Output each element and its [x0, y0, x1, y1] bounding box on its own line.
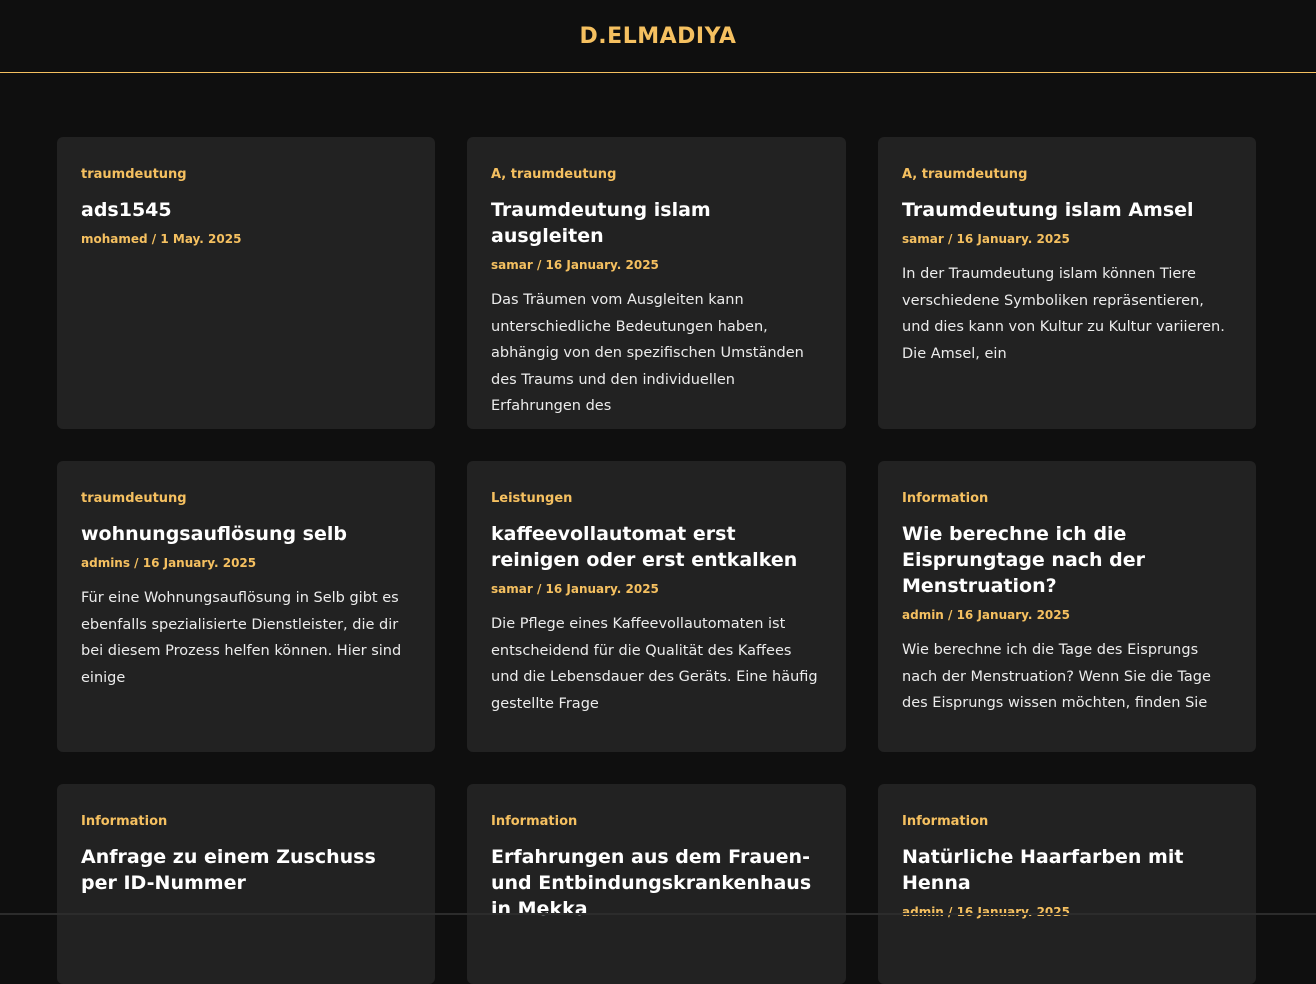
post-meta: samar / 16 January. 2025	[902, 231, 1232, 247]
post-excerpt: In der Traumdeutung islam können Tiere verschiedene Symboliken repräsentieren, und dies kann von Kultur zu Kultur variieren. Die Amsel, ein	[902, 261, 1232, 367]
post-card[interactable]	[878, 461, 1256, 752]
post-excerpt: Das Träumen vom Ausgleiten kann unterschiedliche Bedeutungen haben, abhängig von den spezifischen Umständen des Traums und den individuellen Erfahrungen des	[491, 287, 822, 420]
post-meta: admin / 16 January. 2025	[902, 607, 1232, 623]
post-category[interactable]: A, traumdeutung	[491, 167, 822, 183]
post-category[interactable]: Information	[81, 814, 411, 830]
post-card[interactable]	[878, 784, 1256, 984]
post-title[interactable]: ads1545	[81, 197, 411, 223]
post-meta: mohamed / 1 May. 2025	[81, 231, 411, 247]
post-title[interactable]: Erfahrungen aus dem Frauen- und Entbindungskrankenhaus in Mekka	[491, 844, 822, 922]
post-title[interactable]: Traumdeutung islam ausgleiten	[491, 197, 822, 249]
post-grid	[57, 137, 1256, 984]
post-title[interactable]: Wie berechne ich die Eisprungtage nach der Menstruation?	[902, 521, 1232, 599]
post-excerpt: Wie berechne ich die Tage des Eisprungs nach der Menstruation? Wenn Sie die Tage des Eisprungs wissen möchten, finden Sie	[902, 637, 1232, 717]
post-category[interactable]: A, traumdeutung	[902, 167, 1232, 183]
post-excerpt: Für eine Wohnungsauflösung in Selb gibt es ebenfalls spezialisierte Dienstleister, die dir bei diesem Prozess helfen können. Hier sind einige	[81, 585, 411, 691]
post-title[interactable]: Natürliche Haarfarben mit Henna	[902, 844, 1232, 896]
post-card[interactable]	[57, 137, 435, 429]
post-category[interactable]: Leistungen	[491, 491, 822, 507]
post-meta: samar / 16 January. 2025	[491, 581, 822, 597]
post-meta: samar / 16 January. 2025	[491, 257, 822, 273]
post-card[interactable]	[467, 784, 846, 984]
post-card[interactable]	[878, 137, 1256, 429]
post-meta: admin / 16 January. 2025	[902, 904, 1232, 920]
post-category[interactable]: traumdeutung	[81, 167, 411, 183]
post-card[interactable]	[467, 137, 846, 429]
post-category[interactable]: traumdeutung	[81, 491, 411, 507]
post-category[interactable]: Information	[902, 814, 1232, 830]
post-title[interactable]: wohnungsauflösung selb	[81, 521, 411, 547]
post-card[interactable]	[57, 461, 435, 752]
post-category[interactable]: Information	[902, 491, 1232, 507]
post-card[interactable]	[57, 784, 435, 984]
post-category[interactable]: Information	[491, 814, 822, 830]
post-excerpt: Die Pflege eines Kaffeevollautomaten ist entscheidend für die Qualität des Kaffees und die Lebensdauer des Geräts. Eine häufig gestellte Frage	[491, 611, 822, 717]
post-card[interactable]	[467, 461, 846, 752]
post-title[interactable]: Traumdeutung islam Amsel	[902, 197, 1232, 223]
post-meta: admins / 16 January. 2025	[81, 555, 411, 571]
post-title[interactable]: kaffeevollautomat erst reinigen oder erst entkalken	[491, 521, 822, 573]
site-header	[0, 0, 1316, 73]
post-title[interactable]: Anfrage zu einem Zuschuss per ID-Nummer	[81, 844, 411, 896]
site-title-link[interactable]: D.ELMADIYA	[580, 24, 737, 49]
